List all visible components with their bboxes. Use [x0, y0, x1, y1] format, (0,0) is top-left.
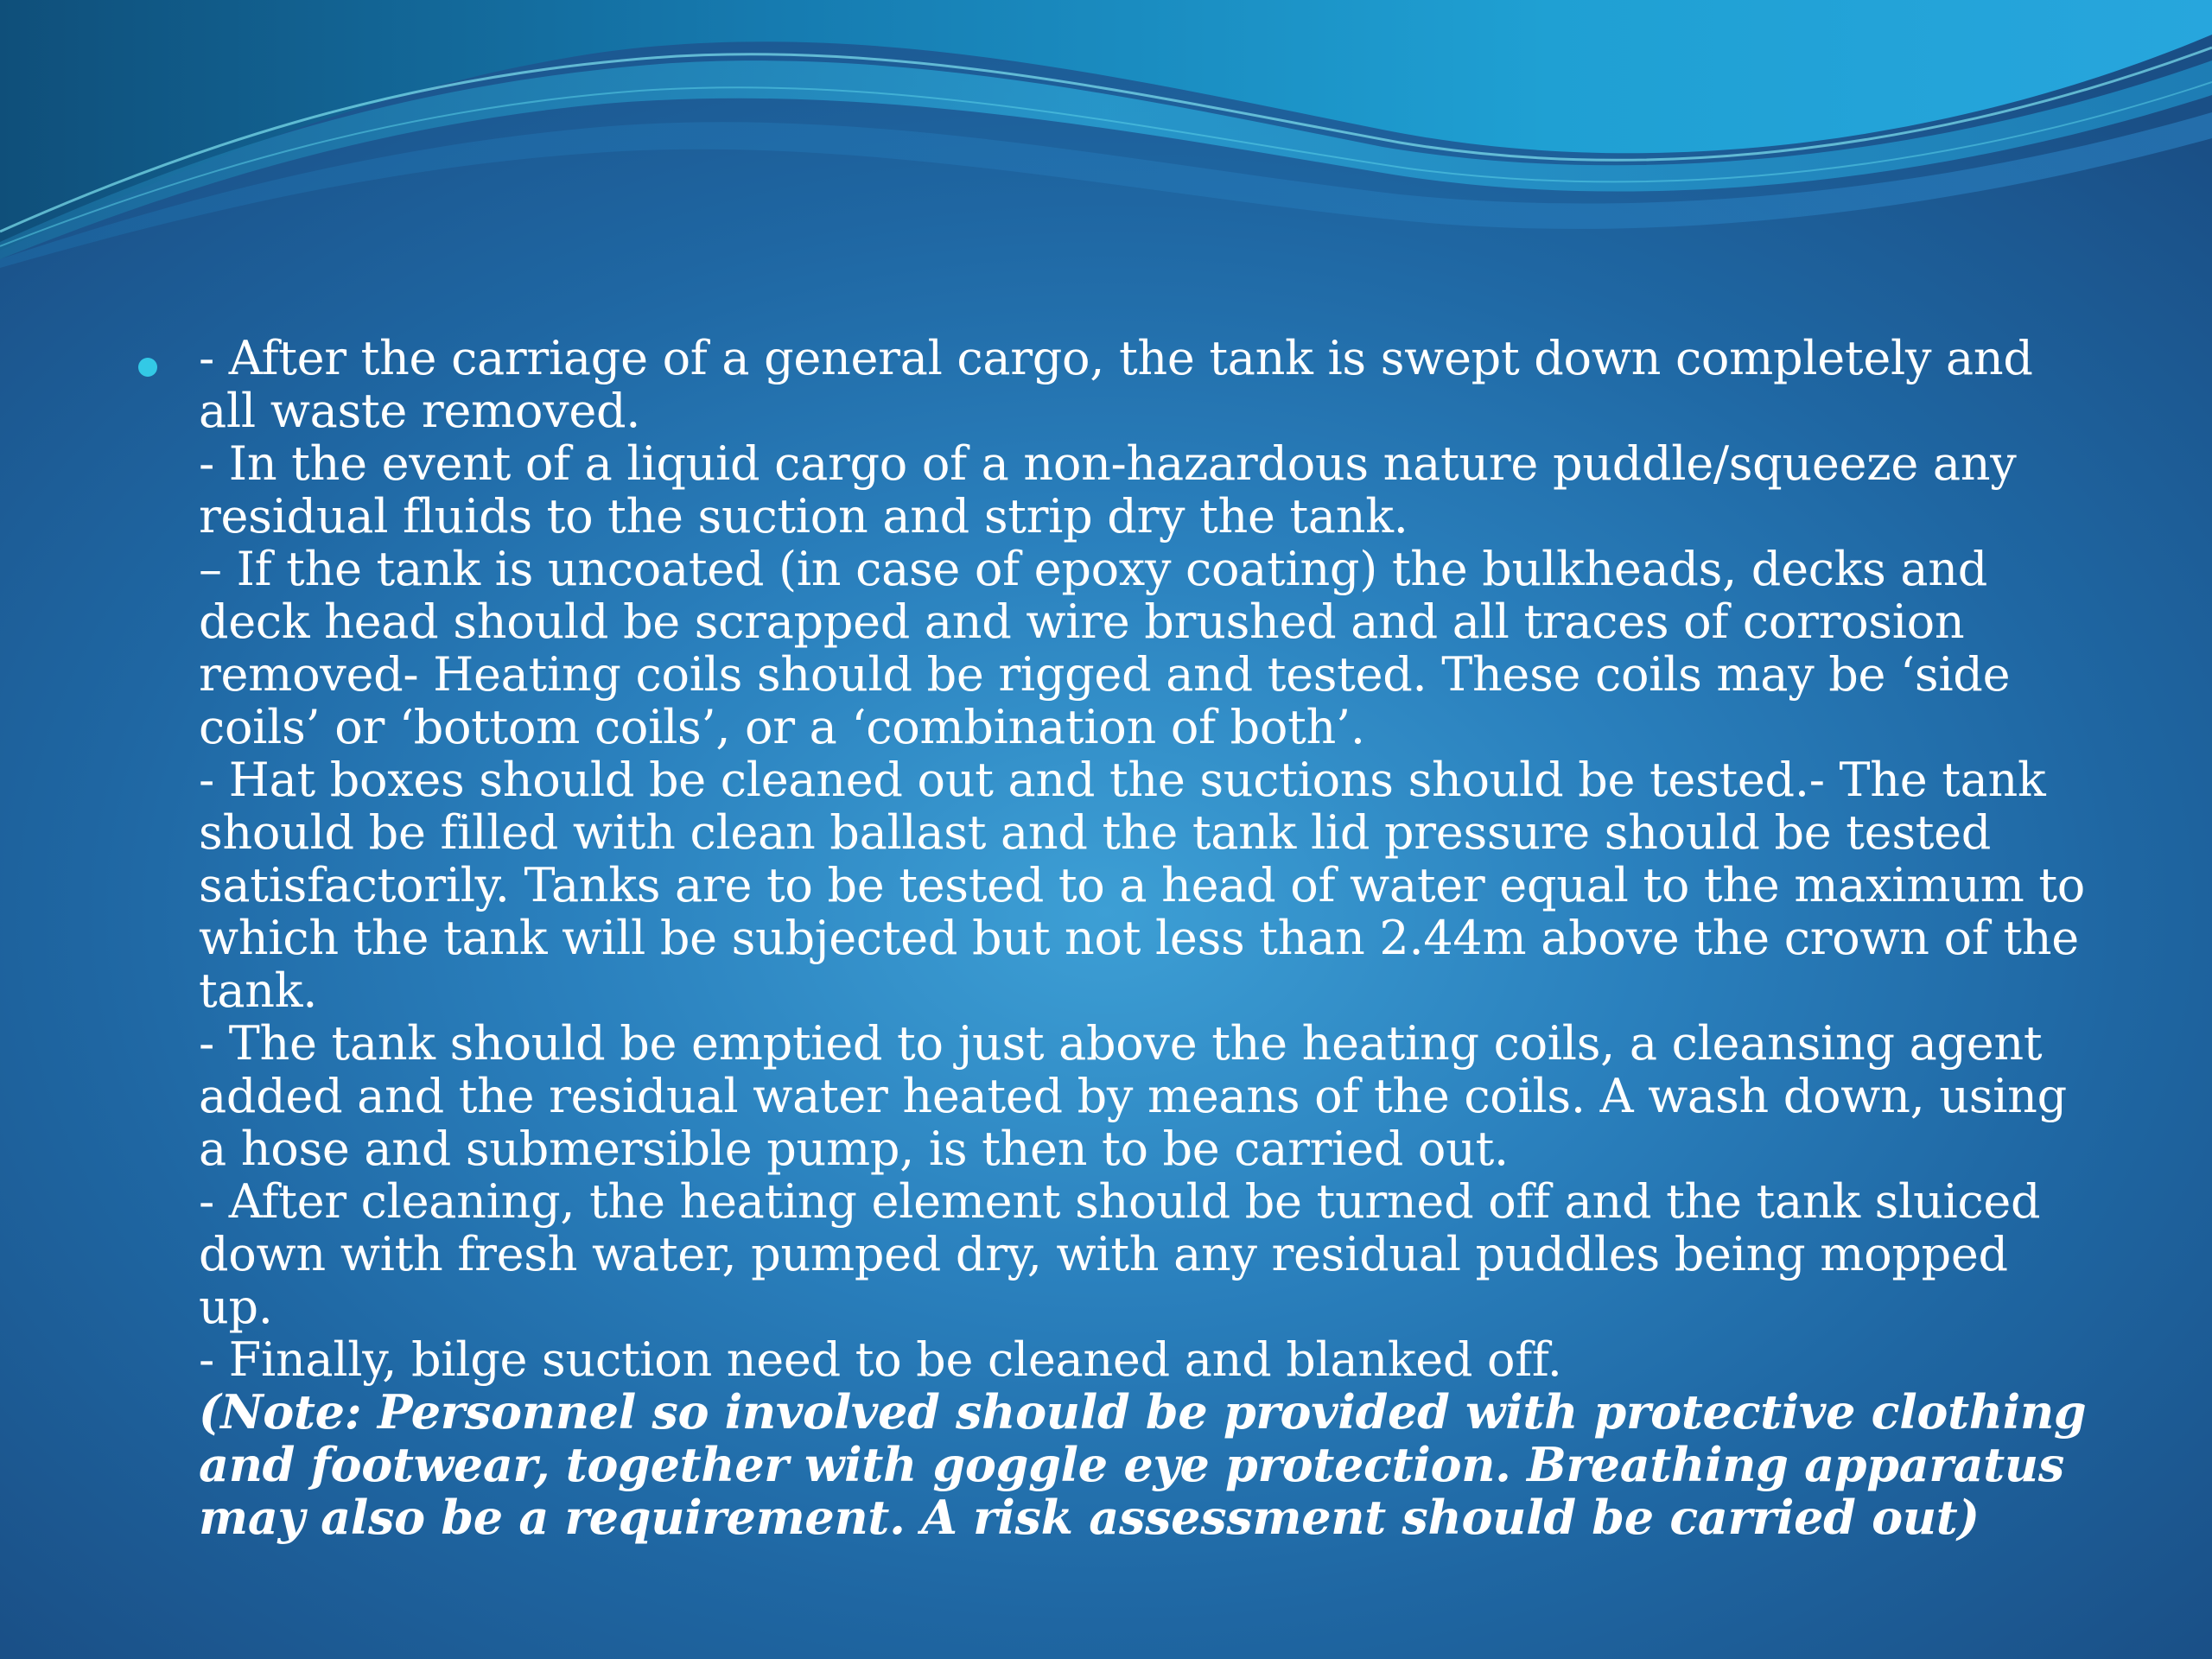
bullet-item: [138, 332, 2091, 1544]
paragraph-hat-boxes: - Hat boxes should be cleaned out and the suctions should be tested.- The tank should be filled with clean ballast and the tank lid pressure should be tested satisfactorily. Tanks are to be tested to a head of water equal to the maximum to which the tank will be subjected but not less than 2.44m above the crown of the tank.: [199, 753, 2086, 1018]
paragraph-sweep-down: - After the carriage of a general cargo, the tank is swept down completely and all waste removed.: [199, 331, 2033, 438]
safety-note: (Note: Personnel so involved should be provided with protective clothing and footwear, together with goggle eye protection. Breathing apparatus may also be a requirement. A risk assessment should be carried out): [199, 1384, 2087, 1545]
paragraph-liquid-cargo: - In the event of a liquid cargo of a non-hazardous nature puddle/squeeze any residual fluids to the suction and strip dry the tank.: [199, 436, 2017, 543]
bullet-body: [199, 332, 2091, 1544]
wave-header-decoration: [0, 0, 2212, 285]
paragraph-after-cleaning: - After cleaning, the heating element should be turned off and the tank sluiced down with fresh water, pumped dry, with any residual puddles being mopped up.: [199, 1174, 2041, 1334]
bullet-dot-icon: [138, 358, 157, 377]
paragraph-bilge-suction: - Finally, bilge suction need to be cleaned and blanked off.: [199, 1332, 1562, 1387]
paragraph-uncoated-tank: – If the tank is uncoated (in case of epoxy coating) the bulkheads, decks and deck head should be scrapped and wire brushed and all traces of corrosion removed- Heating coils should be rigged and tested. These coils may be ‘side coils’ or ‘bottom coils’, or a ‘combination of both’.: [199, 542, 2011, 754]
paragraph-empty-tank: - The tank should be emptied to just above the heating coils, a cleansing agent added and the residual water heated by means of the coils. A wash down, using a hose and submersible pump, is then to be carried out.: [199, 1016, 2067, 1176]
